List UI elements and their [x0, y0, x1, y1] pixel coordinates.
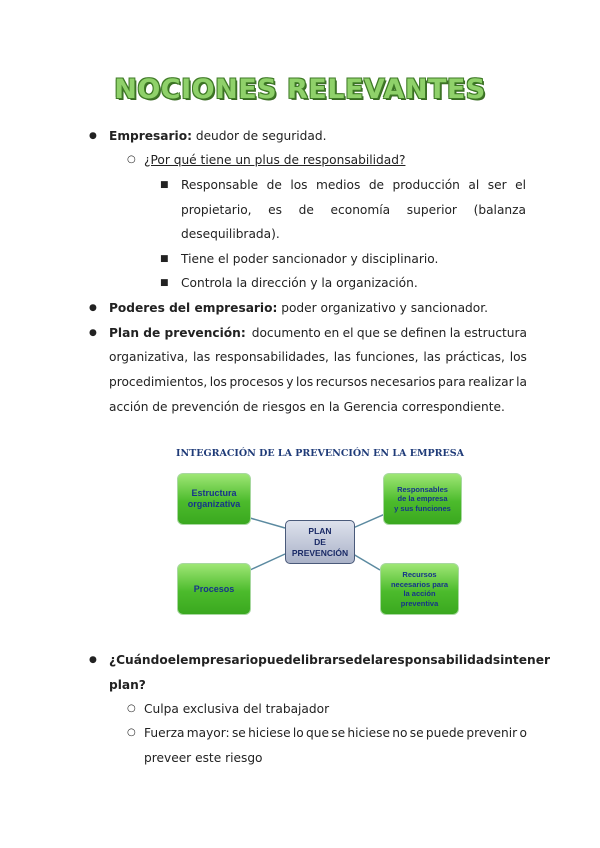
bullet-poderes	[109, 300, 488, 316]
box-responsables: Responsables de la empresa y sus funciones	[383, 473, 462, 525]
bullet-plan	[109, 325, 527, 341]
empresario-label: Empresario:	[109, 129, 192, 143]
item-poder: ■ Tiene el poder sancionador y disciplinario.	[181, 251, 438, 267]
answer-culpa: ○ Culpa exclusiva del trabajador	[144, 701, 329, 717]
box-plan-prevencion: PLAN DE PREVENCIÓN	[285, 520, 355, 564]
empresario-text: deudor de seguridad.	[191, 129, 327, 143]
box-estructura: Estructura organizativa	[177, 473, 251, 525]
diagram-title: INTEGRACIÓN DE LA PREVENCIÓN EN LA EMPRESA	[176, 448, 464, 459]
bullet-cuando-line1: ● ¿Cuándo el empresario puede librarse de la responsabilidad sin tener	[109, 652, 527, 668]
item-controla: ■ Controla la dirección y la organización.	[181, 275, 418, 291]
box-procesos: Procesos	[177, 563, 251, 615]
empresario-question: ○ ¿Por qué tiene un plus de responsabilidad?	[144, 152, 405, 168]
item-responsable-line2: propietario, es de economía superior (balanza	[181, 203, 526, 217]
poderes-text: poder organizativo y sancionador.	[277, 301, 489, 315]
plan-line3: procedimientos, los procesos y los recursos necesarios para realizar la	[109, 375, 527, 389]
prevention-diagram	[170, 440, 470, 620]
connector-tr	[353, 514, 385, 528]
bullet-empresario	[109, 128, 327, 144]
answer-fuerza-line1: ○ Fuerza mayor: se hiciese lo que se hiciese no se puede prevenir o	[144, 725, 527, 741]
item-responsable-line3: desequilibrada).	[181, 227, 280, 241]
connector-br	[353, 554, 380, 570]
connector-bl	[250, 554, 285, 570]
page-title: NOCIONES RELEVANTES	[114, 74, 486, 105]
cuando-line2: plan?	[109, 678, 146, 692]
item-responsable-line1: ■ Responsable de los medios de producción al ser el	[181, 177, 526, 193]
plan-label: ● Plan de prevención:	[109, 326, 246, 340]
plan-line1: documento en el que se definen la estructura	[251, 326, 527, 340]
connector-tl	[250, 518, 285, 528]
box-recursos: Recursos necesarios para la acción preventiva	[380, 563, 459, 615]
plan-line2: organizativa, las responsabilidades, las funciones, las prácticas, los	[109, 350, 527, 364]
poderes-label: Poderes del empresario:	[109, 301, 278, 315]
answer-fuerza-line2: preveer este riesgo	[144, 751, 263, 765]
plan-line4: acción de prevención de riesgos en la Gerencia correspondiente.	[109, 400, 505, 414]
